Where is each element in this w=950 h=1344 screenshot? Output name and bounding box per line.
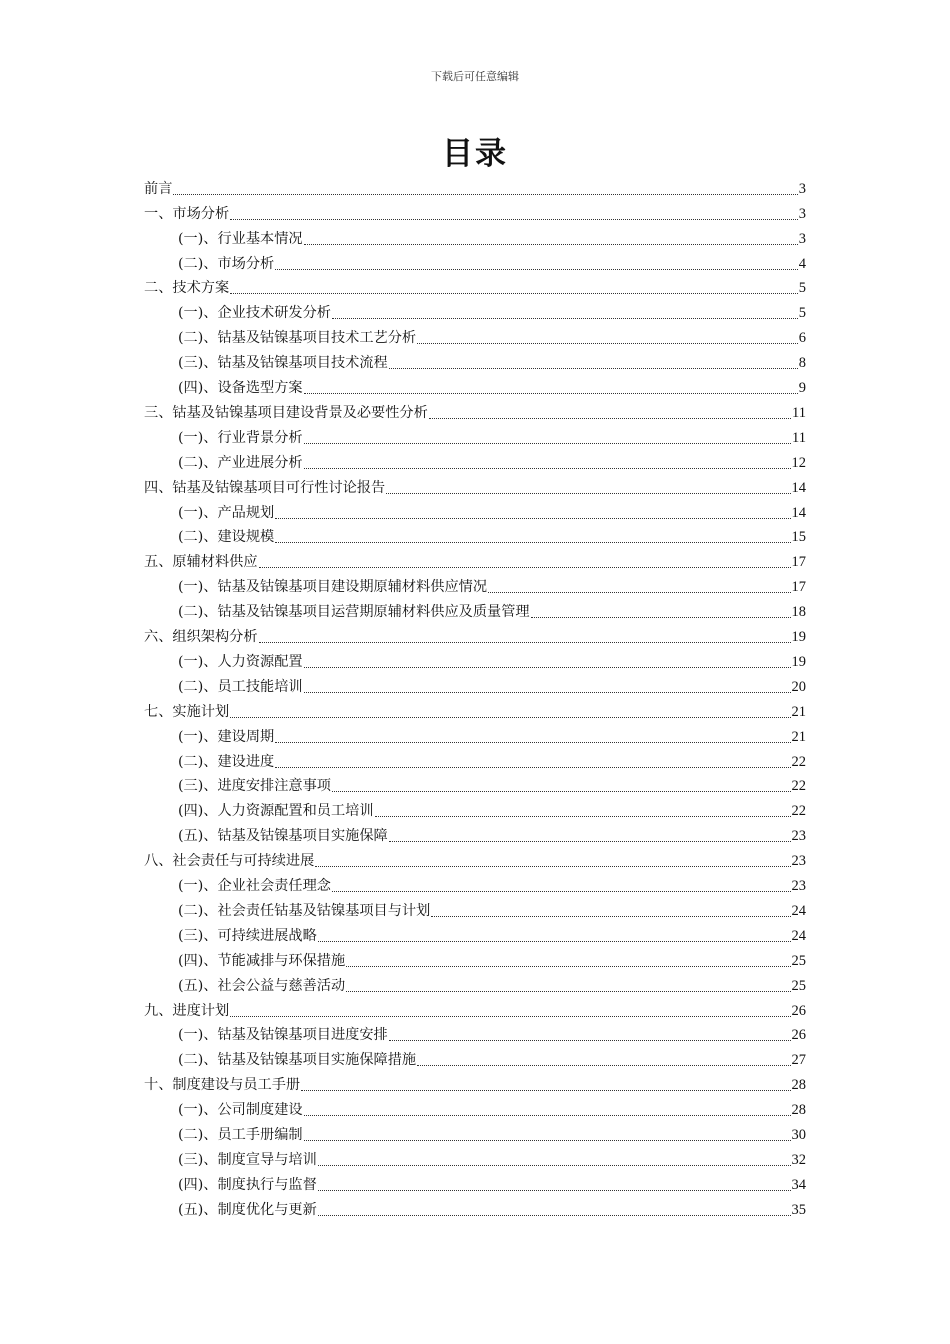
toc-entry-title: (二)、钴基及钴镍基项目实施保障措施 [178,1052,417,1069]
toc-page-number: 22 [791,803,806,820]
toc-entry-title: (二)、员工技能培训 [178,678,303,695]
toc-entry[interactable] [178,1021,806,1046]
toc-entry-title: 三、钴基及钴镍基项目建设背景及必要性分析 [144,404,428,421]
page-header: 下载后可任意编辑 [431,70,519,83]
toc-dot-leader [332,790,791,792]
toc-page-number: 3 [798,180,806,197]
toc-entry[interactable] [178,971,806,996]
toc-entry-title: (一)、行业基本情况 [178,230,303,247]
toc-entry-title: (三)、制度宣导与培训 [178,1151,317,1168]
toc-entry[interactable] [178,323,806,348]
toc-entry-title: (二)、建设规模 [178,529,275,546]
toc-page-number: 3 [798,205,806,222]
toc-entry[interactable] [178,448,806,473]
toc-dot-leader [304,243,798,245]
toc-dot-leader [275,741,790,743]
toc-page-number: 24 [791,927,806,944]
toc-entry-title: 二、技术方案 [144,280,230,297]
toc-entry[interactable] [144,697,806,722]
toc-dot-leader [173,193,797,195]
toc-entry-title: (一)、行业背景分析 [178,429,303,446]
toc-entry[interactable] [144,548,806,573]
toc-entry[interactable] [144,274,806,299]
toc-page-number: 23 [791,828,806,845]
toc-entry[interactable] [144,622,806,647]
toc-entry-title: (四)、人力资源配置和员工培训 [178,803,374,820]
toc-entry[interactable] [178,1120,806,1145]
toc-entry-title: (二)、市场分析 [178,255,275,272]
toc-dot-leader [315,865,790,867]
toc-page-number: 8 [798,355,806,372]
toc-entry-title: (二)、钴基及钴镍基项目运营期原辅材料供应及质量管理 [178,604,530,621]
toc-entry[interactable] [144,398,806,423]
toc-dot-leader [429,417,791,419]
toc-dot-leader [318,940,791,942]
toc-dot-leader [431,915,790,917]
toc-page-number: 11 [792,429,806,446]
toc-entry-title: (一)、企业技术研发分析 [178,305,331,322]
toc-page-number: 11 [792,404,806,421]
page-title: 目录 [442,136,508,172]
toc-entry[interactable] [144,473,806,498]
toc-entry[interactable] [144,846,806,871]
toc-page-number: 3 [798,230,806,247]
toc-entry-title: (一)、公司制度建设 [178,1102,303,1119]
toc-page-number: 35 [791,1201,806,1218]
toc-page-number: 21 [791,703,806,720]
toc-entry-title: (一)、建设周期 [178,728,275,745]
toc-entry[interactable] [178,722,806,747]
toc-entry-title: (一)、企业社会责任理念 [178,878,331,895]
toc-entry[interactable] [178,373,806,398]
toc-entry[interactable] [178,224,806,249]
toc-entry-title: 十、制度建设与员工手册 [144,1077,301,1094]
toc-page-number: 23 [791,853,806,870]
toc-entry[interactable] [144,996,806,1021]
toc-entry-title: (一)、人力资源配置 [178,653,303,670]
toc-entry[interactable] [178,1145,806,1170]
toc-entry[interactable] [178,1046,806,1071]
toc-dot-leader [304,666,791,668]
toc-page-number: 14 [791,479,806,496]
toc-dot-leader [304,442,791,444]
toc-entry[interactable] [178,523,806,548]
toc-entry[interactable] [178,249,806,274]
toc-dot-leader [375,815,791,817]
toc-entry-title: (四)、设备选型方案 [178,380,303,397]
toc-entry-title: (三)、可持续进展战略 [178,927,317,944]
toc-entry[interactable] [144,199,806,224]
toc-entry[interactable] [178,348,806,373]
toc-entry-title: (五)、钴基及钴镍基项目实施保障 [178,828,388,845]
toc-dot-leader [389,840,791,842]
toc-dot-leader [417,342,798,344]
toc-page-number: 19 [791,629,806,646]
toc-page-number: 18 [791,604,806,621]
toc-entry-title: (二)、产业进展分析 [178,454,303,471]
toc-dot-leader [259,566,791,568]
toc-entry-title: (一)、钴基及钴镍基项目建设期原辅材料供应情况 [178,579,488,596]
toc-dot-leader [275,766,790,768]
toc-page-number: 15 [791,529,806,546]
toc-entry-title: 四、钴基及钴镍基项目可行性讨论报告 [144,479,386,496]
toc-dot-leader [346,965,790,967]
toc-entry-title: (三)、进度安排注意事项 [178,778,331,795]
toc-entry[interactable] [178,1095,806,1120]
toc-dot-leader [304,691,791,693]
toc-dot-leader [304,467,791,469]
toc-dot-leader [389,1039,791,1041]
toc-page-number: 24 [791,902,806,919]
toc-dot-leader [301,1089,790,1091]
toc-dot-leader [259,641,791,643]
toc-page-number: 25 [791,952,806,969]
toc-page-number: 6 [798,330,806,347]
toc-entry-title: (二)、员工手册编制 [178,1127,303,1144]
toc-page-number: 27 [791,1052,806,1069]
toc-entry-title: 一、市场分析 [144,205,230,222]
toc-page-number: 20 [791,678,806,695]
toc-page-number: 17 [791,554,806,571]
toc-page-number: 28 [791,1102,806,1119]
toc-entry[interactable] [178,498,806,523]
toc-dot-leader [304,392,798,394]
toc-page-number: 25 [791,977,806,994]
toc-entry[interactable] [178,946,806,971]
toc-page-number: 23 [791,878,806,895]
toc-page-number: 17 [791,579,806,596]
toc-entry[interactable] [178,747,806,772]
toc-page-number: 5 [798,305,806,322]
toc-dot-leader [304,1139,791,1141]
toc-page-number: 26 [791,1002,806,1019]
toc-entry[interactable] [144,1070,806,1095]
toc-entry[interactable] [178,871,806,896]
toc-page-number: 5 [798,280,806,297]
toc-dot-leader [346,990,790,992]
toc-entry-title: 前言 [144,180,173,197]
toc-entry-title: (四)、节能减排与环保措施 [178,952,346,969]
toc-dot-leader [417,1064,790,1066]
toc-dot-leader [230,292,798,294]
toc-dot-leader [531,616,791,618]
toc-dot-leader [275,541,790,543]
toc-entry[interactable] [178,597,806,622]
toc-entry-title: 七、实施计划 [144,703,230,720]
toc-dot-leader [488,591,790,593]
toc-page-number: 14 [791,504,806,521]
toc-entry-title: (一)、钴基及钴镍基项目进度安排 [178,1027,388,1044]
toc-page-number: 22 [791,753,806,770]
toc-entry-title: 六、组织架构分析 [144,629,258,646]
toc-entry-title: (一)、产品规划 [178,504,275,521]
toc-entry-title: (五)、社会公益与慈善活动 [178,977,346,994]
toc-entry[interactable] [178,921,806,946]
toc-dot-leader [304,1114,791,1116]
toc-entry-title: (四)、制度执行与监督 [178,1176,317,1193]
toc-dot-leader [230,716,790,718]
toc-entry[interactable] [178,797,806,822]
toc-dot-leader [389,367,798,369]
toc-page-number: 4 [798,255,806,272]
toc-dot-leader [386,492,790,494]
toc-entry-title: (五)、制度优化与更新 [178,1201,317,1218]
toc-entry-title: (二)、社会责任钴基及钴镍基项目与计划 [178,902,431,919]
toc-dot-leader [318,1214,791,1216]
toc-page-number: 9 [798,380,806,397]
toc-entry[interactable] [178,299,806,324]
toc-page-number: 26 [791,1027,806,1044]
toc-dot-leader [332,890,791,892]
toc-dot-leader [318,1189,791,1191]
toc-page-number: 21 [791,728,806,745]
toc-entry-title: (三)、钴基及钴镍基项目技术流程 [178,355,388,372]
toc-page-number: 12 [791,454,806,471]
toc-dot-leader [230,1015,790,1017]
toc-entry-title: 八、社会责任与可持续进展 [144,853,315,870]
toc-dot-leader [275,517,790,519]
toc-dot-leader [318,1164,791,1166]
toc-entry[interactable] [178,1195,806,1220]
toc-entry-title: 九、进度计划 [144,1002,230,1019]
toc-entry-title: 五、原辅材料供应 [144,554,258,571]
toc-dot-leader [275,268,798,270]
toc-entry[interactable] [178,1170,806,1195]
toc-entry-title: (二)、钴基及钴镍基项目技术工艺分析 [178,330,417,347]
toc-entry[interactable] [178,772,806,797]
toc-entry[interactable] [178,672,806,697]
toc-entry[interactable] [178,572,806,597]
toc-page-number: 34 [791,1176,806,1193]
toc-entry-title: (二)、建设进度 [178,753,275,770]
toc-page-number: 19 [791,653,806,670]
toc-dot-leader [230,218,798,220]
toc-entry[interactable] [144,174,806,199]
toc-entry[interactable] [178,896,806,921]
toc-entry[interactable] [178,821,806,846]
toc-page-number: 28 [791,1077,806,1094]
toc-page-number: 22 [791,778,806,795]
toc-entry[interactable] [178,423,806,448]
toc-dot-leader [332,317,798,319]
toc-page-number: 30 [791,1127,806,1144]
toc-page-number: 32 [791,1151,806,1168]
toc-entry[interactable] [178,647,806,672]
